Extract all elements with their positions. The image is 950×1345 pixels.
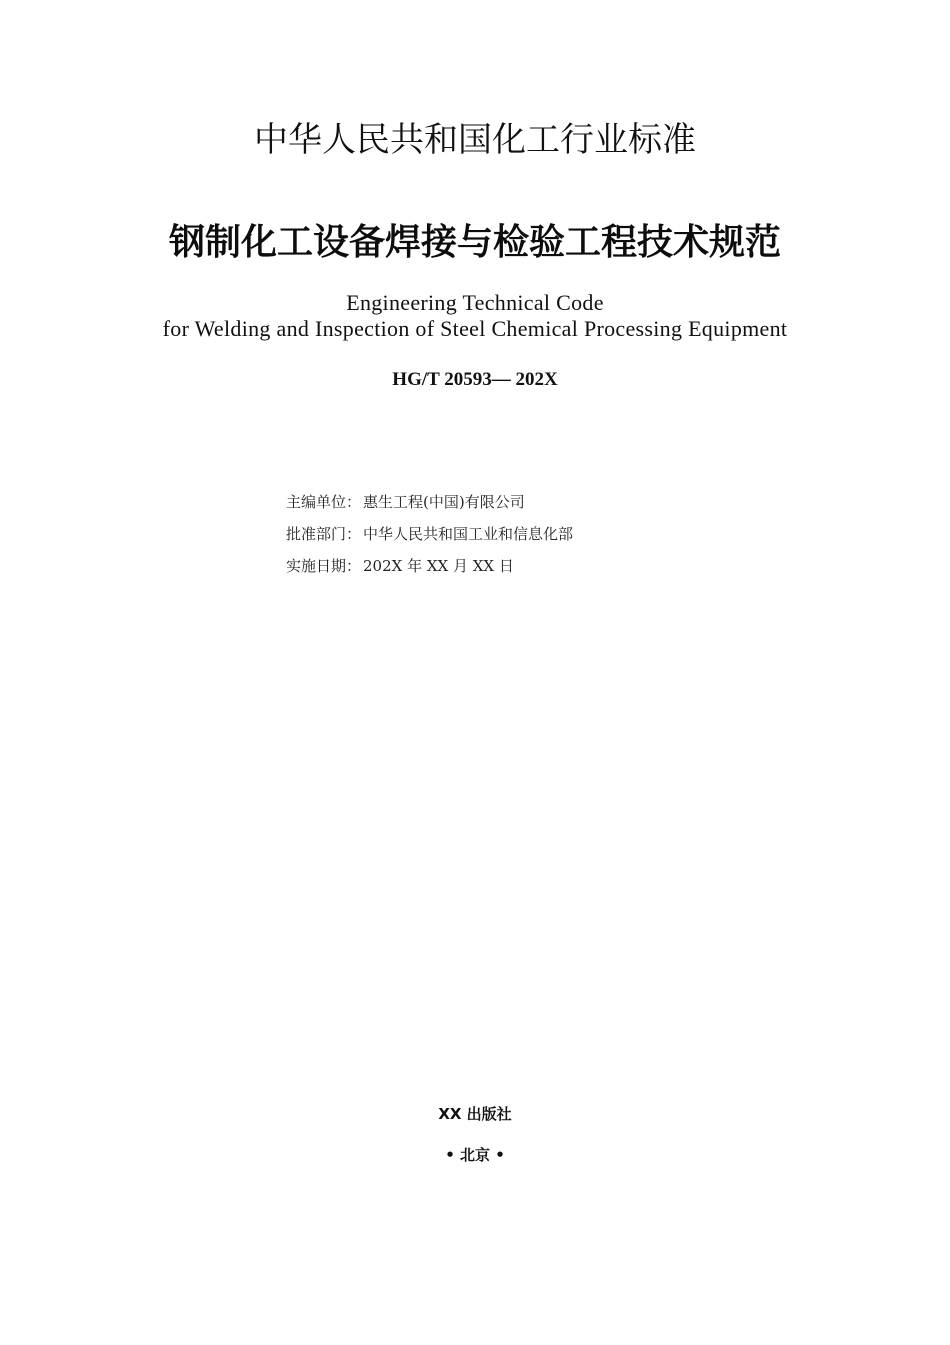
standard-category: 中华人民共和国化工行业标准 (254, 120, 696, 160)
editor-label: 主编单位： (286, 493, 362, 511)
editor-value: 惠生工程(中国)有限公司 (363, 493, 525, 511)
standard-code: HG/T 20593— 202X (392, 369, 558, 390)
meta-row-approver (286, 523, 573, 555)
english-title-line1: Engineering Technical Code (346, 290, 604, 315)
english-title-line2: for Welding and Inspection of Steel Chemical Processing Equipment (162, 316, 788, 341)
meta-row-date (286, 555, 573, 587)
document-title: 钢制化工设备焊接与检验工程技术规范 (168, 222, 781, 263)
document-meta (286, 491, 573, 587)
date-label: 实施日期： (286, 557, 362, 575)
approver-value: 中华人民共和国工业和信息化部 (363, 525, 574, 543)
meta-row-editor (286, 491, 573, 523)
publisher-city: • 北京 • (445, 1146, 505, 1164)
date-value: 202X 年 XX 月 XX 日 (363, 557, 514, 575)
publisher-name: XX 出版社 (438, 1105, 512, 1123)
approver-label: 批准部门： (286, 525, 362, 543)
